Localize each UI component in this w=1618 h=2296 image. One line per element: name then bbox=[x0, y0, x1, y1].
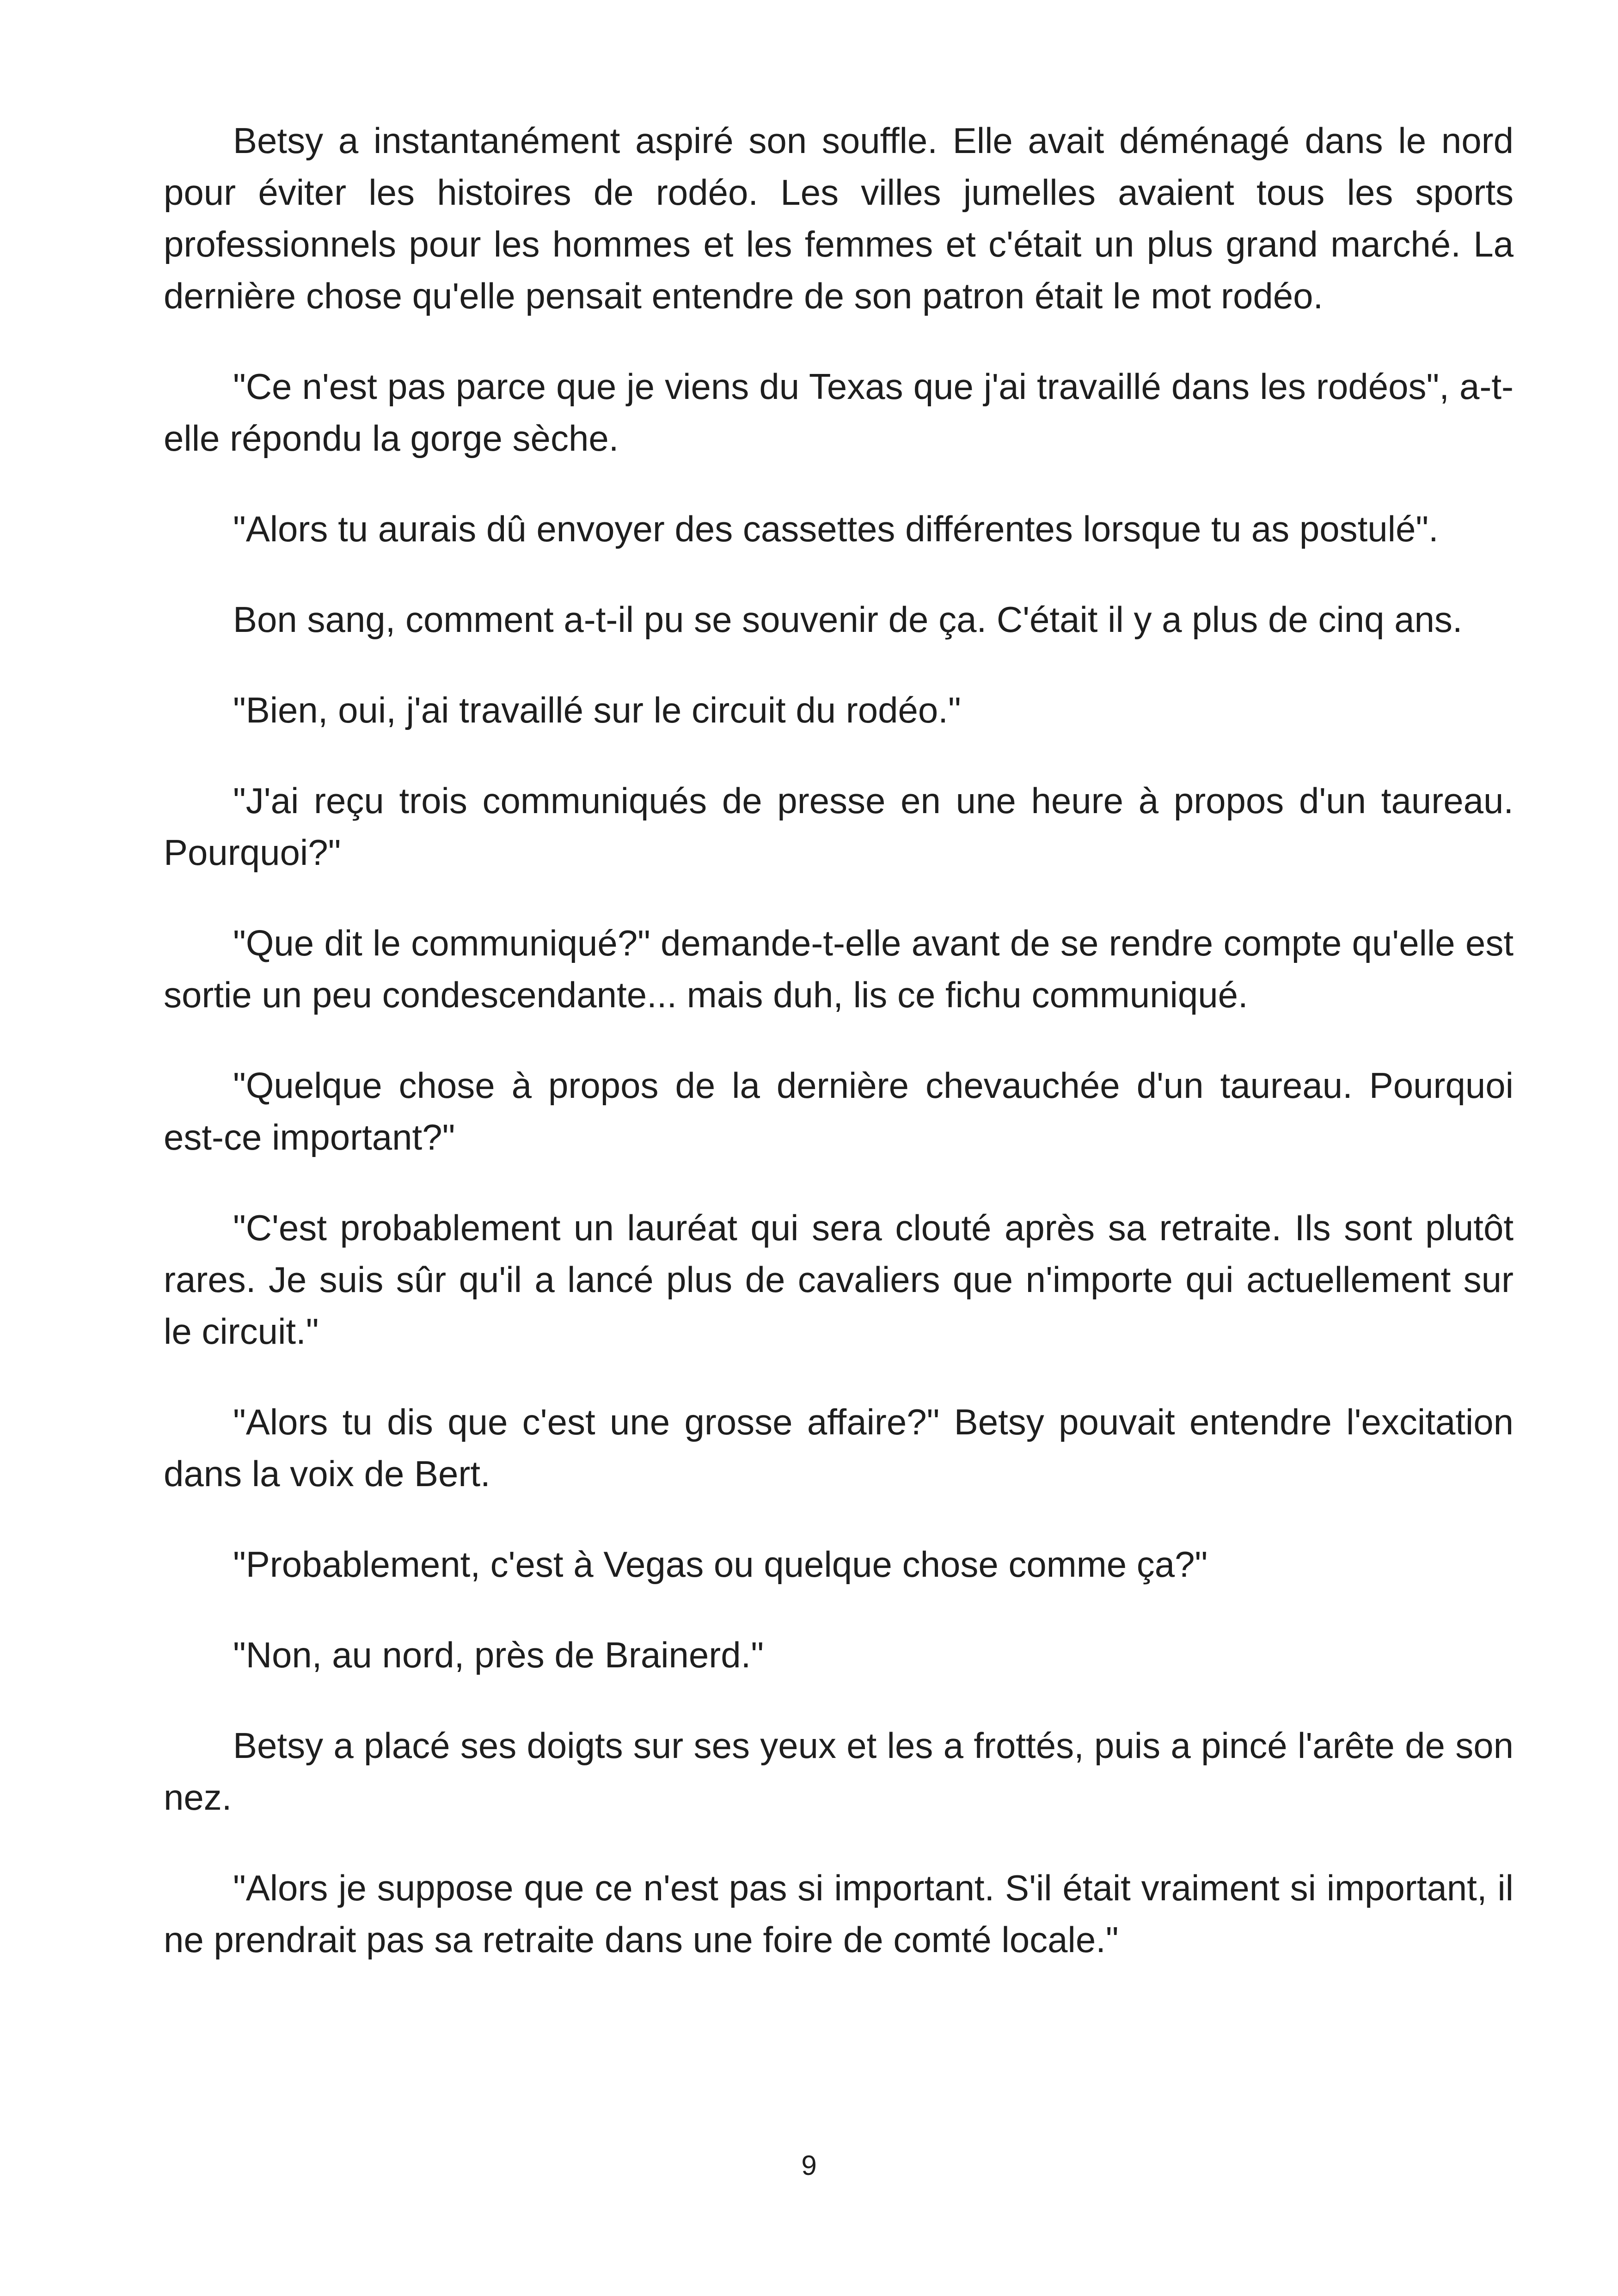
paragraph: "Alors tu aurais dû envoyer des cassettes différentes lorsque tu as postulé". bbox=[233, 508, 1439, 549]
paragraph: "Quelque chose à propos de la dernière chevauchée d'un taureau. Pourquoi est-ce important?" bbox=[164, 1065, 1514, 1157]
paragraph: Betsy a instantanément aspiré son souffle. Elle avait déménagé dans le nord pour éviter les histoires de rodéo. Les villes jumelles avaient tous les sports professionnels pour les hommes et les femmes et c'était un plus grand marché. La dernière chose qu'elle pensait entendre de son patron était le mot rodéo. bbox=[164, 120, 1514, 316]
paragraph: "Bien, oui, j'ai travaillé sur le circuit du rodéo." bbox=[233, 690, 961, 730]
paragraph: "Ce n'est pas parce que je viens du Texas que j'ai travaillé dans les rodéos", a-t-elle répondu la gorge sèche. bbox=[164, 366, 1514, 459]
paragraph: "Non, au nord, près de Brainerd." bbox=[233, 1635, 764, 1675]
body-text bbox=[164, 115, 1514, 1965]
paragraph: "Alors je suppose que ce n'est pas si important. S'il était vraiment si important, il ne prendrait pas sa retraite dans une foire de comté locale." bbox=[164, 1867, 1514, 1960]
page-number: 9 bbox=[801, 2150, 817, 2181]
paragraph: "J'ai reçu trois communiqués de presse en une heure à propos d'un taureau. Pourquoi?" bbox=[164, 780, 1514, 873]
paragraph: Betsy a placé ses doigts sur ses yeux et les a frottés, puis a pincé l'arête de son nez. bbox=[164, 1725, 1514, 1818]
paragraph: "Que dit le communiqué?" demande-t-elle avant de se rendre compte qu'elle est sortie un peu condescendante... mais duh, lis ce fichu communiqué. bbox=[164, 923, 1514, 1015]
paragraph: "C'est probablement un lauréat qui sera clouté après sa retraite. Ils sont plutôt rares. Je suis sûr qu'il a lancé plus de cavaliers que n'importe qui actuellement sur le circuit." bbox=[164, 1207, 1514, 1352]
paragraph: Bon sang, comment a-t-il pu se souvenir de ça. C'était il y a plus de cinq ans. bbox=[233, 599, 1463, 640]
paragraph: "Probablement, c'est à Vegas ou quelque chose comme ça?" bbox=[233, 1544, 1208, 1585]
paragraph: "Alors tu dis que c'est une grosse affaire?" Betsy pouvait entendre l'excitation dans la voix de Bert. bbox=[164, 1402, 1514, 1494]
